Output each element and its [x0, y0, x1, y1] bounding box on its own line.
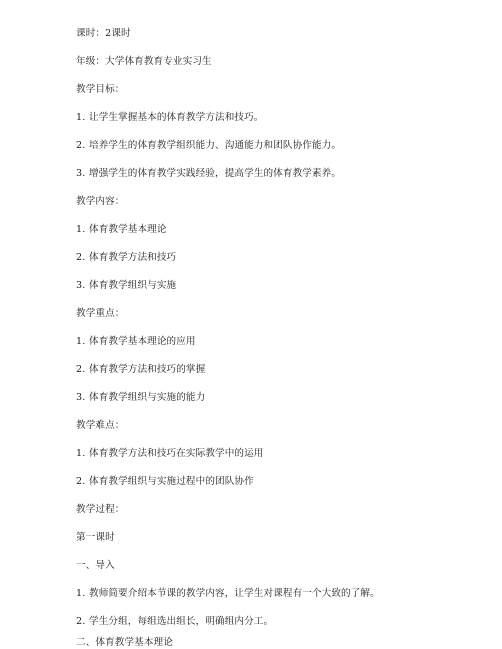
content-item-3-text: 体育教学组织与实施 — [89, 280, 177, 291]
key-point-item-1 — [76, 336, 196, 348]
key-points-heading-text: 教学重点： — [76, 308, 125, 319]
first-lesson-heading — [76, 532, 115, 544]
difficulty-item-1 — [76, 448, 264, 460]
process-heading — [76, 504, 124, 516]
content-item-1-number: 1. — [76, 224, 86, 235]
content-item-2-number: 2. — [76, 252, 86, 263]
theory-section-heading — [76, 637, 173, 649]
difficulty-item-2-text: 体育教学组织与实施过程中的团队协作 — [89, 476, 254, 487]
objective-item-1 — [76, 112, 264, 124]
process-heading-text: 教学过程： — [76, 504, 125, 515]
objective-item-1-text: 让学生掌握基本的体育教学方法和技巧。 — [89, 112, 264, 123]
content-item-1 — [76, 224, 167, 236]
intro-item-2 — [76, 616, 273, 628]
intro-section-heading-text: 一、导入 — [76, 560, 115, 571]
intro-item-1-text: 教师简要介绍本节课的教学内容，让学生对课程有一个大致的了解。 — [89, 588, 380, 599]
key-point-item-2 — [76, 364, 205, 376]
key-point-item-2-number: 2. — [76, 364, 86, 375]
difficulty-item-1-number: 1. — [76, 448, 86, 459]
grade-text: 年级：大学体育教育专业实习生 — [76, 56, 212, 67]
content-item-3 — [76, 280, 176, 292]
objective-item-3-text: 增强学生的体育教学实践经验，提高学生的体育教学素养。 — [89, 168, 342, 179]
theory-section-heading-text: 二、体育教学基本理论 — [76, 637, 173, 648]
intro-item-1-number: 1. — [76, 588, 86, 599]
intro-section-heading — [76, 560, 115, 572]
intro-item-1 — [76, 588, 380, 600]
class-hours-line — [76, 28, 131, 40]
content-heading-text: 教学内容： — [76, 196, 125, 207]
key-point-item-3-text: 体育教学组织与实施的能力 — [89, 392, 206, 403]
content-heading — [76, 196, 124, 208]
objectives-heading-text: 教学目标： — [76, 84, 125, 95]
objective-item-3 — [76, 168, 341, 180]
key-point-item-1-text: 体育教学基本理论的应用 — [89, 336, 196, 347]
key-point-item-3-number: 3. — [76, 392, 86, 403]
difficulties-heading-text: 教学难点： — [76, 420, 125, 431]
key-point-item-2-text: 体育教学方法和技巧的掌握 — [89, 364, 206, 375]
content-item-2 — [76, 252, 176, 264]
content-item-1-text: 体育教学基本理论 — [89, 224, 167, 235]
objective-item-1-number: 1. — [76, 112, 86, 123]
difficulty-item-1-text: 体育教学方法和技巧在实际教学中的运用 — [89, 448, 264, 459]
key-points-heading — [76, 308, 124, 320]
objective-item-2-text: 培养学生的体育教学组织能力、沟通能力和团队协作能力。 — [89, 140, 342, 151]
grade-line — [76, 56, 212, 68]
objective-item-2 — [76, 140, 341, 152]
key-point-item-1-number: 1. — [76, 336, 86, 347]
intro-item-2-number: 2. — [76, 616, 86, 627]
intro-item-2-text: 学生分组，每组选出组长，明确组内分工。 — [89, 616, 274, 627]
objective-item-2-number: 2. — [76, 140, 86, 151]
objective-item-3-number: 3. — [76, 168, 86, 179]
content-item-3-number: 3. — [76, 280, 86, 291]
difficulty-item-2 — [76, 476, 254, 488]
difficulties-heading — [76, 420, 124, 432]
first-lesson-heading-text: 第一课时 — [76, 532, 115, 543]
difficulty-item-2-number: 2. — [76, 476, 86, 487]
objectives-heading — [76, 84, 124, 96]
class-hours-text: 课时：2课时 — [76, 28, 131, 39]
content-item-2-text: 体育教学方法和技巧 — [89, 252, 177, 263]
key-point-item-3 — [76, 392, 205, 404]
